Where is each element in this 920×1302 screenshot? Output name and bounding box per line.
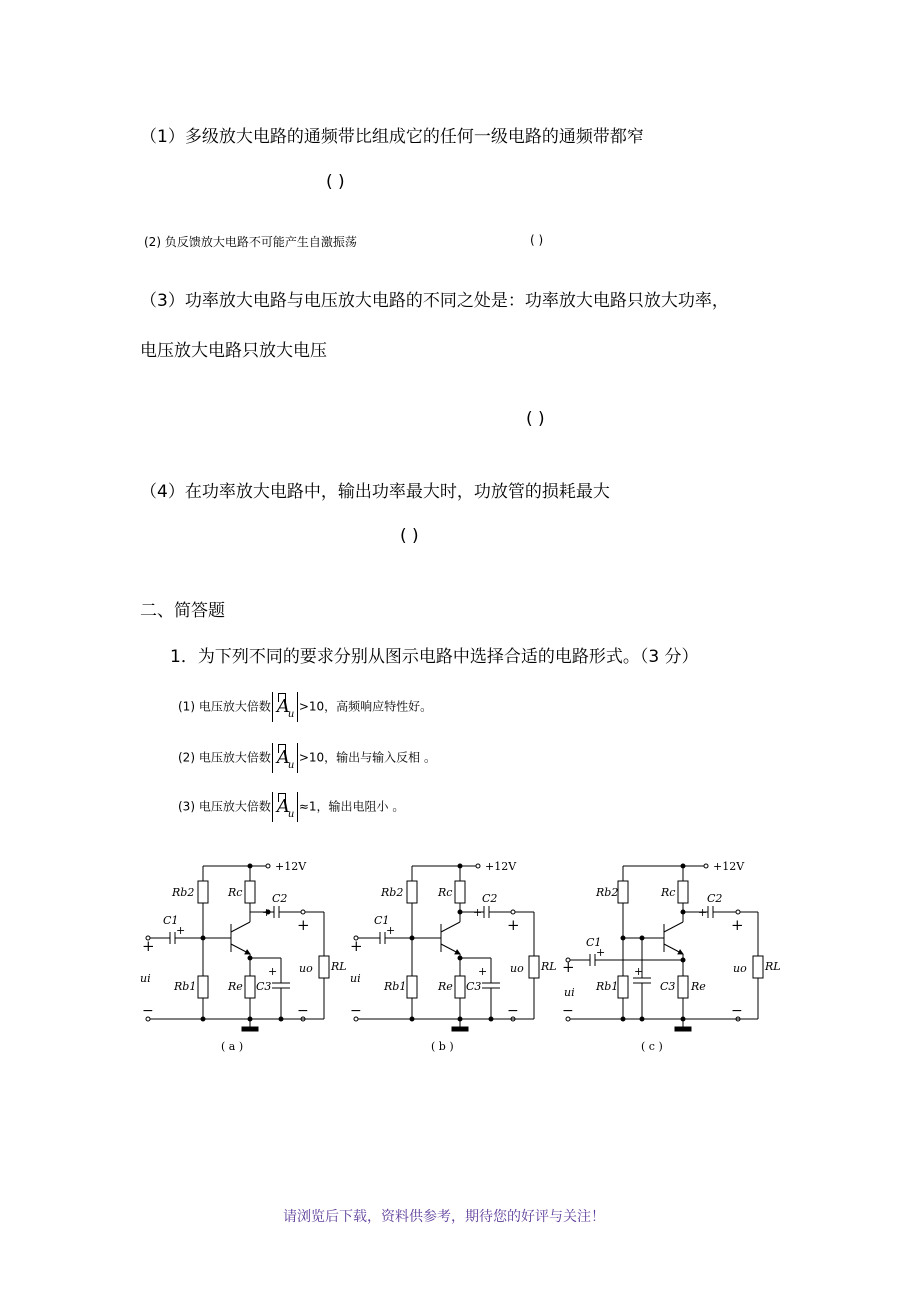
plus-sign: +	[262, 906, 272, 919]
c2-label: C2	[272, 892, 288, 905]
rb1-label: Rb1	[384, 980, 407, 993]
gain-A: A	[276, 747, 290, 768]
rc-label: Rc	[228, 886, 243, 899]
rb2-label: Rb2	[172, 886, 195, 899]
uo-label: uo	[299, 962, 313, 975]
rb2-label: Rb2	[381, 886, 404, 899]
uo-label: uo	[510, 962, 524, 975]
rl-label: RL	[765, 960, 781, 973]
circuit-b-labels	[350, 860, 557, 1053]
requirement-3-prefix: (3) 电压放大倍数	[178, 799, 271, 814]
plus-sign: +	[634, 965, 644, 978]
uo-label: uo	[733, 962, 747, 975]
c2-label: C2	[707, 892, 723, 905]
c3-label: C3	[466, 980, 482, 993]
plus-sign: +	[297, 916, 310, 934]
ui-label: ui	[140, 972, 151, 985]
statement-3-line1: （3）功率放大电路与电压放大电路的不同之处是：功率放大电路只放大功率，	[140, 291, 729, 311]
rb1-label: Rb1	[174, 980, 197, 993]
vcc-label: +12V	[713, 860, 745, 873]
question-1: 1．为下列不同的要求分别从图示电路中选择合适的电路形式。（3 分）	[170, 647, 699, 667]
requirement-1-prefix: (1) 电压放大倍数	[178, 699, 271, 714]
minus-sign: −	[731, 1003, 743, 1019]
re-label: Re	[228, 980, 243, 993]
plus-sign: +	[386, 924, 396, 937]
plus-sign: +	[142, 937, 155, 955]
plus-sign: +	[731, 916, 744, 934]
c1-label: C1	[374, 914, 390, 927]
footer-note: 请浏览后下载，资料供参考，期待您的好评与关注！	[283, 1209, 605, 1225]
ui-label: ui	[350, 972, 361, 985]
plus-sign: +	[473, 906, 483, 919]
statement-1: （1）多级放大电路的通频带比组成它的任何一级电路的通频带都窄	[140, 127, 644, 147]
requirement-2-suffix: >10，输出与输入反相 。	[298, 750, 436, 765]
minus-sign: −	[562, 1003, 574, 1019]
statement-2-paren: ( )	[530, 233, 544, 247]
gain-A: A	[276, 796, 290, 817]
rc-label: Rc	[438, 886, 453, 899]
re-label: Re	[691, 980, 706, 993]
minus-sign: −	[350, 1003, 362, 1019]
plus-sign: +	[478, 965, 488, 978]
rc-label: Rc	[661, 886, 676, 899]
c3-label: C3	[256, 980, 272, 993]
caption-c: ( c )	[641, 1040, 663, 1053]
statement-4-paren: ( )	[400, 526, 419, 546]
c2-label: C2	[482, 892, 498, 905]
circuit-a-labels	[140, 860, 347, 1053]
caption-b: ( b )	[431, 1040, 454, 1053]
statement-3-paren: ( )	[526, 409, 545, 429]
vcc-label: +12V	[485, 860, 517, 873]
gain-u: u	[287, 760, 295, 771]
plus-sign: +	[596, 946, 606, 959]
c1-label: C1	[163, 914, 179, 927]
rl-label: RL	[541, 960, 557, 973]
rb2-label: Rb2	[596, 886, 619, 899]
ui-label: ui	[564, 986, 575, 999]
plus-sign: +	[562, 958, 575, 976]
gain-A: A	[276, 696, 290, 717]
gain-u: u	[287, 709, 295, 720]
requirement-1-suffix: >10，高频响应特性好。	[298, 699, 433, 714]
caption-a: ( a )	[221, 1040, 244, 1053]
gain-u: u	[287, 809, 295, 820]
section-title: 二、简答题	[140, 601, 225, 621]
statement-3-line2: 电压放大电路只放大电压	[140, 341, 327, 361]
plus-sign: +	[268, 965, 278, 978]
re-label: Re	[438, 980, 453, 993]
minus-sign: −	[142, 1003, 154, 1019]
statement-2: (2) 负反馈放大电路不可能产生自激振荡	[144, 235, 357, 249]
c3-label: C3	[660, 980, 676, 993]
requirement-3-suffix: ≈1，输出电阻小 。	[298, 799, 405, 814]
rl-label: RL	[331, 960, 347, 973]
statement-4: （4）在功率放大电路中，输出功率最大时，功放管的损耗最大	[140, 482, 610, 502]
plus-sign: +	[507, 916, 520, 934]
plus-sign: +	[698, 906, 708, 919]
rb1-label: Rb1	[596, 980, 619, 993]
requirement-2-prefix: (2) 电压放大倍数	[178, 750, 271, 765]
minus-sign: −	[297, 1003, 309, 1019]
vcc-label: +12V	[275, 860, 307, 873]
minus-sign: −	[507, 1003, 519, 1019]
plus-sign: +	[176, 924, 186, 937]
statement-1-paren: ( )	[326, 172, 345, 192]
plus-sign: +	[350, 937, 363, 955]
c1-label: C1	[586, 936, 602, 949]
